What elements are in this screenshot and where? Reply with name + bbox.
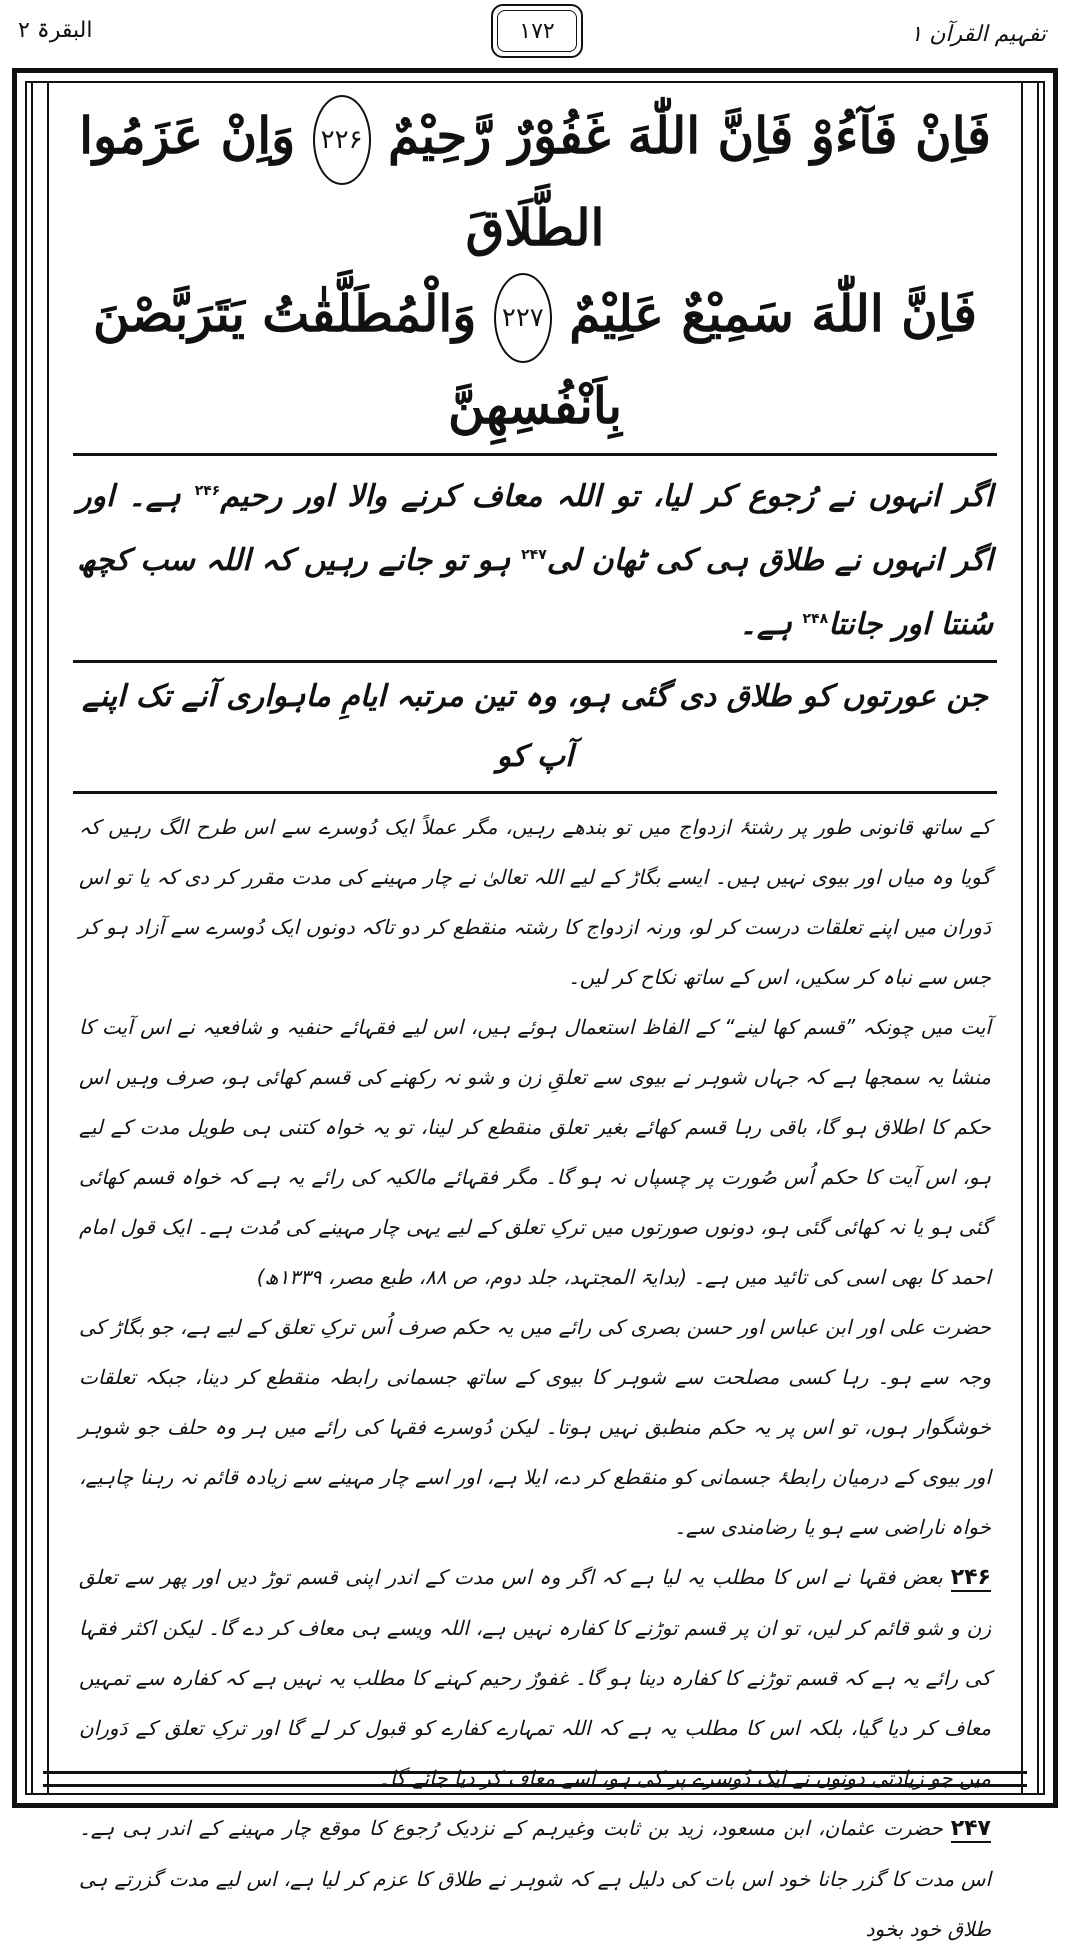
note-paragraph-3: حضرت علی اور ابن عباس اور حسن بصری کی رائے میں یہ حکم صرف اُس ترکِ تعلق کے لیے ہے، جو بگاڑ کی وجہ سے ہو۔ رہا کسی مصلحت سے شوہر کا بیوی کے ساتھ جسمانی رابطہ منقطع کر دینا، جبکہ تعلقات خوشگوار ہوں، تو اس پر یہ حکم منطبق نہیں ہوتا۔ لیکن دُوسرے فقہا کی رائے میں ہر وہ حلف جو شوہر اور بیوی کے درمیان رابطۂ جسمانی کو منقطع کر دے، ایلا ہے، اور اسے چار مہینے سے زیادہ قائم نہ رہنا چاہیے، خواہ ناراضی سے ہو یا رضامندی سے۔ xyxy=(79,1315,991,1539)
arabic-line-2-part-2: وَالْمُطَلَّقٰتُ يَتَرَبَّصْنَ بِاَنْفُسِهِنَّ xyxy=(92,284,623,435)
divider-after-arabic xyxy=(73,453,997,456)
arabic-verse-block xyxy=(73,93,997,449)
page-content xyxy=(73,93,997,1958)
note-number-246: ۲۴۶ xyxy=(950,1565,991,1590)
divider-before-notes xyxy=(73,791,997,794)
translation-text-1: اگر انہوں نے رُجوع کر لیا، تو اللہ معاف کرنے والا اور رحیم xyxy=(220,479,993,514)
note-number-247: ۲۴۷ xyxy=(950,1816,991,1841)
note-246-text: بعض فقہا نے اس کا مطلب یہ لیا ہے کہ اگر وہ اس مدت کے اندر اپنی قسم توڑ دیں اور پھر سے تعلق زن و شو قائم کر لیں، تو ان پر قسم توڑنے کا کفارہ نہیں ہے، اللہ ویسے ہی معاف کر دے گا۔ لیکن اکثر فقہا کی رائے یہ ہے کہ قسم توڑنے کا کفارہ دینا ہو گا۔ غفورٌ رحیم کہنے کا مطلب یہ نہیں ہے کہ کفارہ سے تمہیں معاف کر دیا گیا، بلکہ اس کا مطلب یہ ہے کہ اللہ تمہارے کفارے کو قبول کر لے گا اور ترکِ تعلق کے دَوران میں جو زیادتی دونوں نے ایک دُوسرے پر کی ہو، اسے معاف کر دیا جائے گا۔ xyxy=(79,1565,992,1790)
note-paragraph-2: آیت میں چونکہ ”قسم کھا لینے“ کے الفاظ استعمال ہوئے ہیں، اس لیے فقہائے حنفیہ و شافعیہ نے اس آیت کا منشا یہ سمجھا ہے کہ جہاں شوہر نے بیوی سے تعلقِ زن و شو نہ رکھنے کی قسم کھائی ہو، صرف وہیں اس حکم کا اطلاق ہو گا، باقی رہا قسم کھائے بغیر تعلق منقطع کر لینا، تو یہ خواہ کتنی ہی طویل مدت کے لیے ہو، اس آیت کا حکم اُس صُورت پر چسپاں نہ ہو گا۔ مگر فقہائے مالکیہ کی رائے یہ ہے کہ خواہ قسم کھائی گئی ہو یا نہ کھائی گئی ہو، دونوں صورتوں میں ترکِ تعلق کے لیے یہی چار مہینے کی مُدت ہے۔ ایک قول امام احمد کا بھی اسی کی تائید میں ہے۔ (بدایۃ المجتہد، جلد دوم، ص ۸۸، طبع مصر، ۱۳۳۹ھ) xyxy=(79,1015,992,1289)
frame-inner-border xyxy=(25,81,1045,1941)
page-number-badge: ۱۷۲ xyxy=(491,4,583,58)
surah-label: البقرۃ ۲ xyxy=(18,18,93,43)
ayah-marker-227: ۲۲۷ xyxy=(494,273,552,363)
arabic-line-1 xyxy=(73,93,997,271)
page-frame xyxy=(12,68,1058,1941)
urdu-translation xyxy=(73,460,997,656)
footnote-ref-246: ۲۴۶ xyxy=(194,483,221,499)
note-paragraph-4 xyxy=(79,1552,991,1803)
translation-text-2: ہے۔ اور اگر انہوں نے طلاق ہی کی ٹھان لی xyxy=(77,479,993,578)
right-pillar-ornament xyxy=(1021,83,1039,1793)
arabic-line-1-part-2: وَاِنْ عَزَمُوا الطَّلَاقَ xyxy=(79,106,605,257)
note-247-text: حضرت عثمان، ابن مسعود، زید بن ثابت وغیرہم کے نزدیک رُجوع کا موقع چار مہینے کے اندر ہی ہے۔ اس مدت کا گزر جانا خود اس بات کی دلیل ہے کہ شوہر نے طلاق کا عزم کر لیا ہے، اس لیے مدت گزرتے ہی طلاق خود بخود xyxy=(79,1816,991,1941)
next-verse-translation: جن عورتوں کو طلاق دی گئی ہو، وہ تین مرتبہ ایامِ ماہواری آنے تک اپنے آپ کو xyxy=(82,679,988,774)
divider-after-translation xyxy=(73,660,997,663)
arabic-line-1-part-1: فَاِنْ فَآءُوْ فَاِنَّ اللّٰهَ غَفُوْرٌ رَّحِيْمٌ xyxy=(387,106,991,165)
arabic-line-2-part-1: فَاِنَّ اللّٰهَ سَمِيْعٌ عَلِيْمٌ xyxy=(569,284,978,343)
translation-text-4: ہے۔ xyxy=(739,607,793,642)
left-pillar-ornament xyxy=(31,83,49,1793)
book-title: تفہیم القرآن ۱ xyxy=(910,22,1046,47)
ayah-marker-226: ۲۲۶ xyxy=(313,95,371,185)
note-paragraph-5 xyxy=(79,1803,991,1954)
footnote-ref-247: ۲۴۷ xyxy=(521,547,547,563)
arabic-line-2 xyxy=(73,271,997,449)
footnote-ref-248: ۲۴۸ xyxy=(802,611,829,627)
bottom-ornament-bar xyxy=(43,1771,1027,1787)
translation-text-3: ہو تو جانے رہیں کہ اللہ سب کچھ سُنتا اور جانتا xyxy=(77,543,993,642)
note-paragraph-1: کے ساتھ قانونی طور پر رشتۂ ازدواج میں تو بندھے رہیں، مگر عملاً ایک دُوسرے سے اس طرح الگ رہیں کہ گویا وہ میاں اور بیوی نہیں ہیں۔ ایسے بگاڑ کے لیے اللہ تعالیٰ نے چار مہینے کی مدت مقرر کر دی کہ یا تو اس دَوران میں اپنے تعلقات درست کر لو، ورنہ ازدواج کا رشتہ منقطع کر دو تاکہ دونوں ایک دُوسرے سے آزاد ہو کر جس سے نباہ کر سکیں، اس کے ساتھ نکاح کر لیں۔ xyxy=(79,815,991,989)
page-header xyxy=(0,0,1074,62)
